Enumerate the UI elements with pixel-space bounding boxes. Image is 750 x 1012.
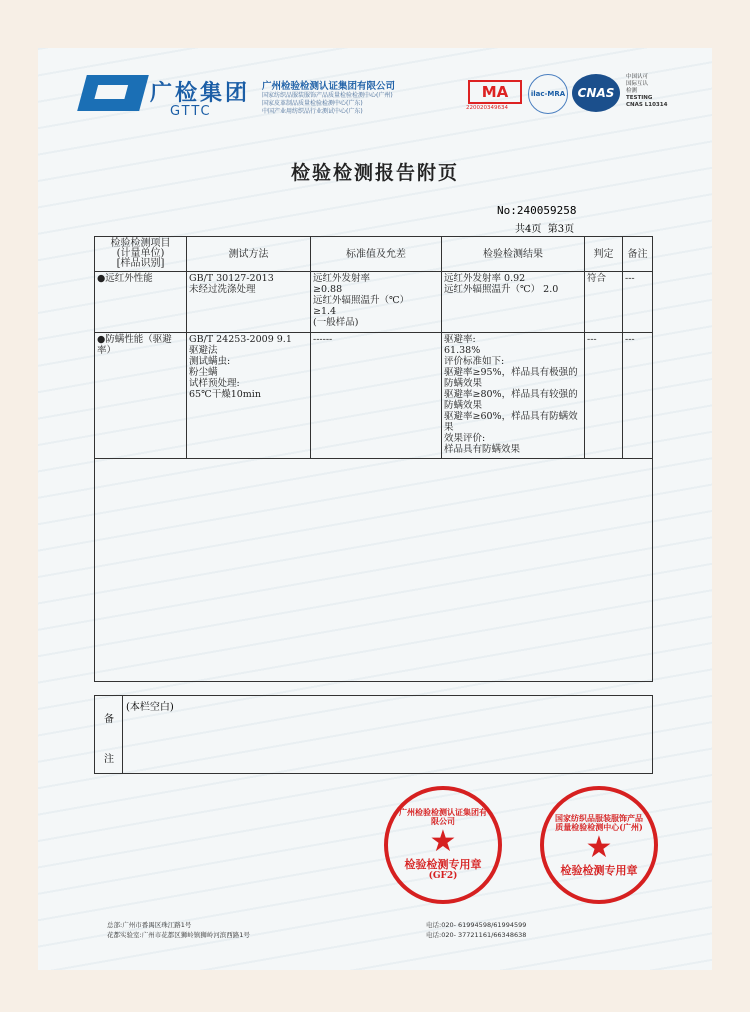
cell-standard: ------ [311,333,442,459]
cnas-line: 中国认可 [626,74,649,80]
cell-remark: --- [623,272,653,333]
cell-result: 驱避率: 61.38% 评价标准如下: 驱避率≥95%，样品具有极强的防螨效果 驱避率≥80%，样品具有较强的防螨效果 驱避率≥60%，样品具有防螨效果 效果评价: 样品具有防螨效果 [442,333,585,459]
hq-address: 总部:广州市番禺区珠江路1号 [107,921,192,929]
brand-name: 广检集团 [150,81,251,106]
blank-row [95,459,653,682]
stamp-center-text: 检验检测专用章 [404,858,482,871]
remarks-box [94,695,653,774]
col-header: 检验检测项目 (计量单位) [样品识别] [95,237,187,272]
gttc-logo-icon [77,75,149,111]
cell-method: GB/T 30127-2013 未经过洗涤处理 [187,272,311,333]
table-row [95,272,653,333]
star-icon: ★ [429,824,457,859]
footer-address [107,920,250,940]
cell-result: 远红外发射率 0.92 远红外辐照温升（℃） 2.0 [442,272,585,333]
cell-item: ●防螨性能（驱避率） [95,333,187,459]
ilac-logo: ilac-MRA [528,74,568,114]
cnas-line: 检测 [626,88,638,94]
cell-verdict: 符合 [585,272,623,333]
col-header: 判定 [585,237,623,272]
cell-remark: --- [623,333,653,459]
stamp-center-text: 检验检测专用章 [560,863,638,877]
remarks-text: (本栏空白) [126,702,174,713]
stamp-ring-text: 国家纺织品服装服饰产品质量检验检测中心(广州) [555,812,643,832]
cnas-logo: CNAS [572,74,620,112]
remarks-label [95,696,123,773]
center-stamp [540,786,658,904]
phone-2: 电话:020- 37721161/66348638 [426,931,527,939]
remarks-label-top: 备 [104,714,114,725]
col-header: 标准值及允差 [311,237,442,272]
center-line: 国家皮革制品质量检验检测中心(广东) [262,100,363,107]
ma-number: 220020349634 [466,105,508,111]
page-info: 共4页 第3页 [515,224,575,235]
brand-en: GTTC [170,104,212,119]
results-table [94,236,653,682]
cell-item: ●远红外性能 [95,272,187,333]
footer-phone [426,920,526,940]
blank-cell [95,459,653,682]
table-row [95,333,653,459]
col-header: 备注 [623,237,653,272]
cell-standard: 远红外发射率 ≥0.88 远红外辐照温升（℃） ≥1.4 (一般样品) [311,272,442,333]
stamp-ring-text: 广州检验检测认证集团有限公司 [399,807,487,826]
table-header [95,237,653,272]
phone-1: 电话:020- 61994598/61994599 [426,921,527,929]
cell-method: GB/T 24253-2009 9.1 驱避法 测试螨虫: 粉尘螨 试样预处理: 65℃干燥10min [187,333,311,459]
ma-logo: MA [468,80,522,104]
company-stamp [384,786,502,904]
center-line: 中国产业用纺织品行业测试中心(广东) [262,108,363,115]
col-header: 检验检测结果 [442,237,585,272]
remarks-label-bottom: 注 [104,754,114,765]
page-title: 检验检测报告附页 [290,162,459,184]
cnas-line: TESTING [626,95,653,101]
star-icon: ★ [585,829,613,865]
lab-address: 花都实验室:广州市花都区狮岭镇狮岭河滨西路1号 [107,931,250,939]
cnas-line: 国际互认 [626,81,649,87]
company-name: 广州检验检测认证集团有限公司 [262,81,396,92]
cell-verdict: --- [585,333,623,459]
report-number: No:240059258 [497,204,577,217]
cnas-line: CNAS L10314 [626,102,668,108]
col-header: 测试方法 [187,237,311,272]
center-line: 国家纺织品服装服饰产品质量检验检测中心(广州) [262,92,393,99]
stamp-code: (GF2) [428,871,458,881]
cnas-text [626,74,667,109]
